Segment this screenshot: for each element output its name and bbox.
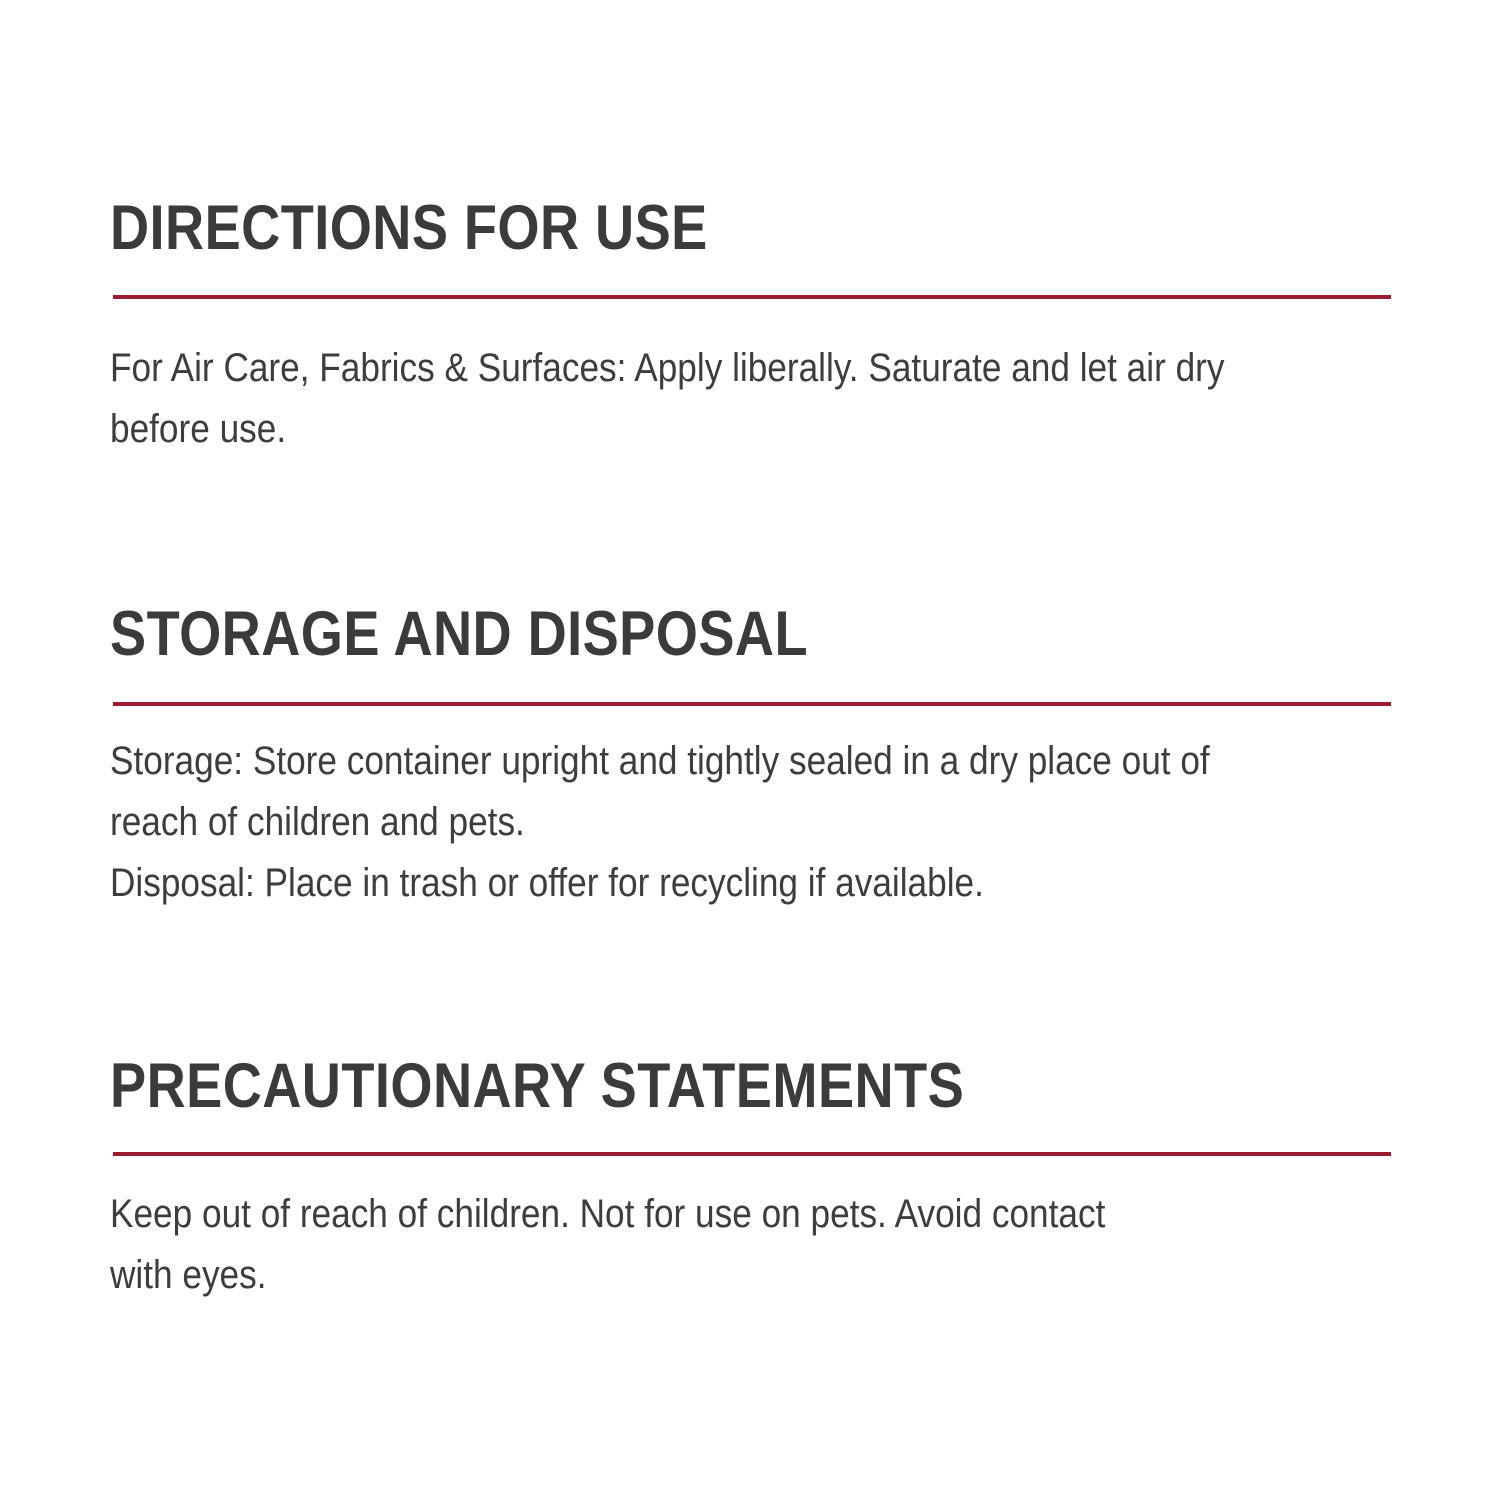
storage-body [110, 731, 1342, 914]
precaution-body [110, 1184, 1342, 1306]
precaution-line-2: with eyes. [110, 1253, 267, 1297]
precaution-heading: PRECAUTIONARY STATEMENTS [110, 1051, 965, 1121]
storage-heading: STORAGE AND DISPOSAL [110, 599, 808, 669]
directions-divider [113, 295, 1391, 299]
precaution-line-1: Keep out of reach of children. Not for use on pets. Avoid contact [110, 1192, 1106, 1236]
precaution-heading-wrap [110, 1050, 1103, 1122]
precaution-divider [113, 1152, 1391, 1156]
storage-line-1: Storage: Store container upright and tightly sealed in a dry place out of [110, 739, 1210, 783]
directions-line-1: For Air Care, Fabrics & Surfaces: Apply liberally. Saturate and let air dry [110, 346, 1225, 390]
storage-heading-wrap [110, 598, 922, 670]
directions-heading: DIRECTIONS FOR USE [110, 193, 708, 263]
directions-heading-wrap [110, 192, 805, 264]
storage-line-2: reach of children and pets. [110, 800, 525, 844]
directions-line-2: before use. [110, 407, 287, 451]
disposal-line: Disposal: Place in trash or offer for recycling if available. [110, 861, 984, 905]
directions-body [110, 338, 1342, 460]
storage-divider [113, 702, 1391, 706]
